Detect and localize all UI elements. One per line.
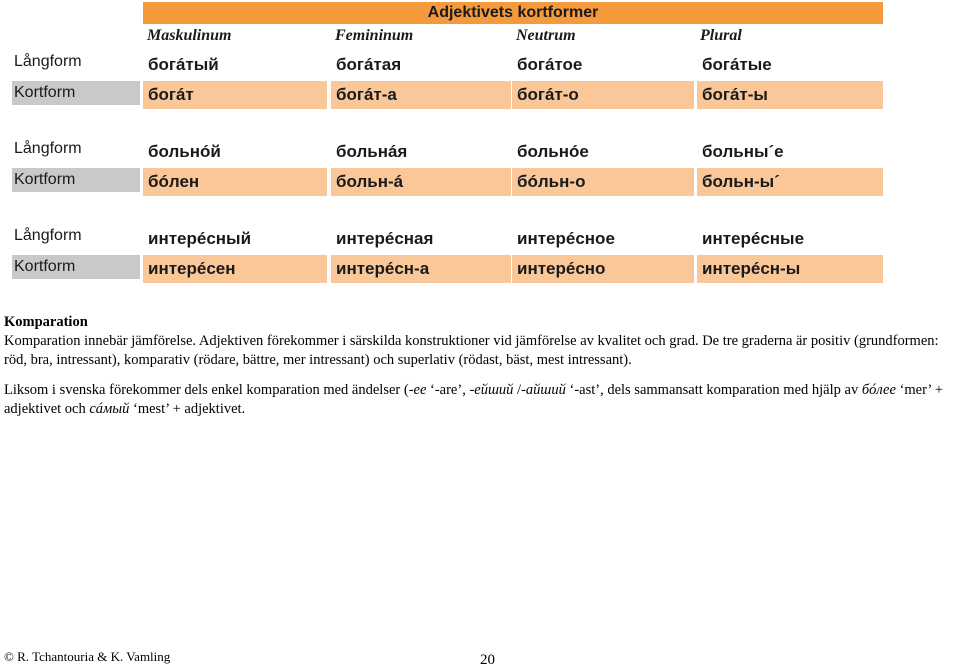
column-header-plural: Plural	[700, 27, 742, 44]
footer-credit: © R. Tchantouria & K. Vamling	[4, 649, 171, 664]
text-span: ‘mer’ + adjektivet och	[4, 382, 944, 417]
table-cell: интерéсный	[148, 229, 252, 248]
table-cell: интерéсно	[512, 255, 694, 283]
word-samyi: сáмый	[89, 401, 130, 417]
table-cell: больнóе	[517, 142, 589, 161]
page-number: 20	[480, 652, 495, 668]
row-label-langform: Långform	[14, 53, 82, 70]
table-cell: богáт-ы	[697, 81, 883, 109]
ending-ee: -ее	[408, 382, 427, 398]
table-cell: богáтое	[517, 55, 583, 74]
row-label-langform: Långform	[14, 140, 82, 157]
row-label-langform: Långform	[14, 227, 82, 244]
table-cell: интерéсная	[336, 229, 434, 248]
table-title: Adjektivets kortformer	[143, 2, 883, 24]
table-cell: богáт-о	[512, 81, 694, 109]
table-cell: богáтая	[336, 55, 402, 74]
table-cell: богáтый	[148, 55, 219, 74]
table-cell: интерéсен	[143, 255, 327, 283]
text-span: ‘-ast’, dels sammansatt komparation med hjälp av	[565, 382, 862, 398]
text-span: ‘mest’ + adjektivet.	[129, 401, 246, 417]
section-heading: Komparation	[4, 314, 88, 330]
komparation-section	[4, 313, 959, 419]
paragraph-intro: Komparation innebär jämförelse. Adjektiven förekommer i särskilda konstruktioner vid jämförelse av kvalitet och grad. De tre graderna är positiv (grundformen: röd, bra, intressant), komparativ (rödare, bättre, mer intressant) och superlativ (rödast, bäst, mest intressant).	[4, 333, 939, 368]
column-header-femininum: Femininum	[335, 27, 414, 44]
table-cell: больнóй	[148, 142, 221, 161]
paragraph-komparation-types	[4, 381, 959, 419]
row-label-kortform: Kortform	[12, 81, 140, 105]
text-span: /	[513, 382, 522, 398]
row-label-kortform: Kortform	[12, 255, 140, 279]
table-cell: интерéсные	[702, 229, 805, 248]
table-cell: интерéсн-а	[331, 255, 511, 283]
table-cell: богáт-а	[331, 81, 511, 109]
table-cell: богáтые	[702, 55, 772, 74]
table-cell: интерéсное	[517, 229, 615, 248]
ending-eishii: -ейший	[469, 382, 514, 398]
row-label-kortform: Kortform	[12, 168, 140, 192]
column-header-neutrum: Neutrum	[516, 27, 576, 44]
ending-aishii: -айший	[521, 382, 566, 398]
table-cell: интерéсн-ы	[697, 255, 883, 283]
table-cell: больны´е	[702, 142, 784, 161]
table-cell: бóльн-о	[512, 168, 694, 196]
table-cell: богáт	[143, 81, 327, 109]
word-bolee: бóлее	[861, 382, 896, 398]
table-cell: больн-ы´	[697, 168, 883, 196]
table-cell: больн-á	[331, 168, 511, 196]
table-cell: больнáя	[336, 142, 408, 161]
table-cell: бóлен	[143, 168, 327, 196]
text-span: Liksom i svenska förekommer dels enkel komparation med ändelser (	[4, 382, 409, 398]
text-span: ‘-are’,	[426, 382, 470, 398]
column-header-maskulinum: Maskulinum	[147, 27, 232, 44]
